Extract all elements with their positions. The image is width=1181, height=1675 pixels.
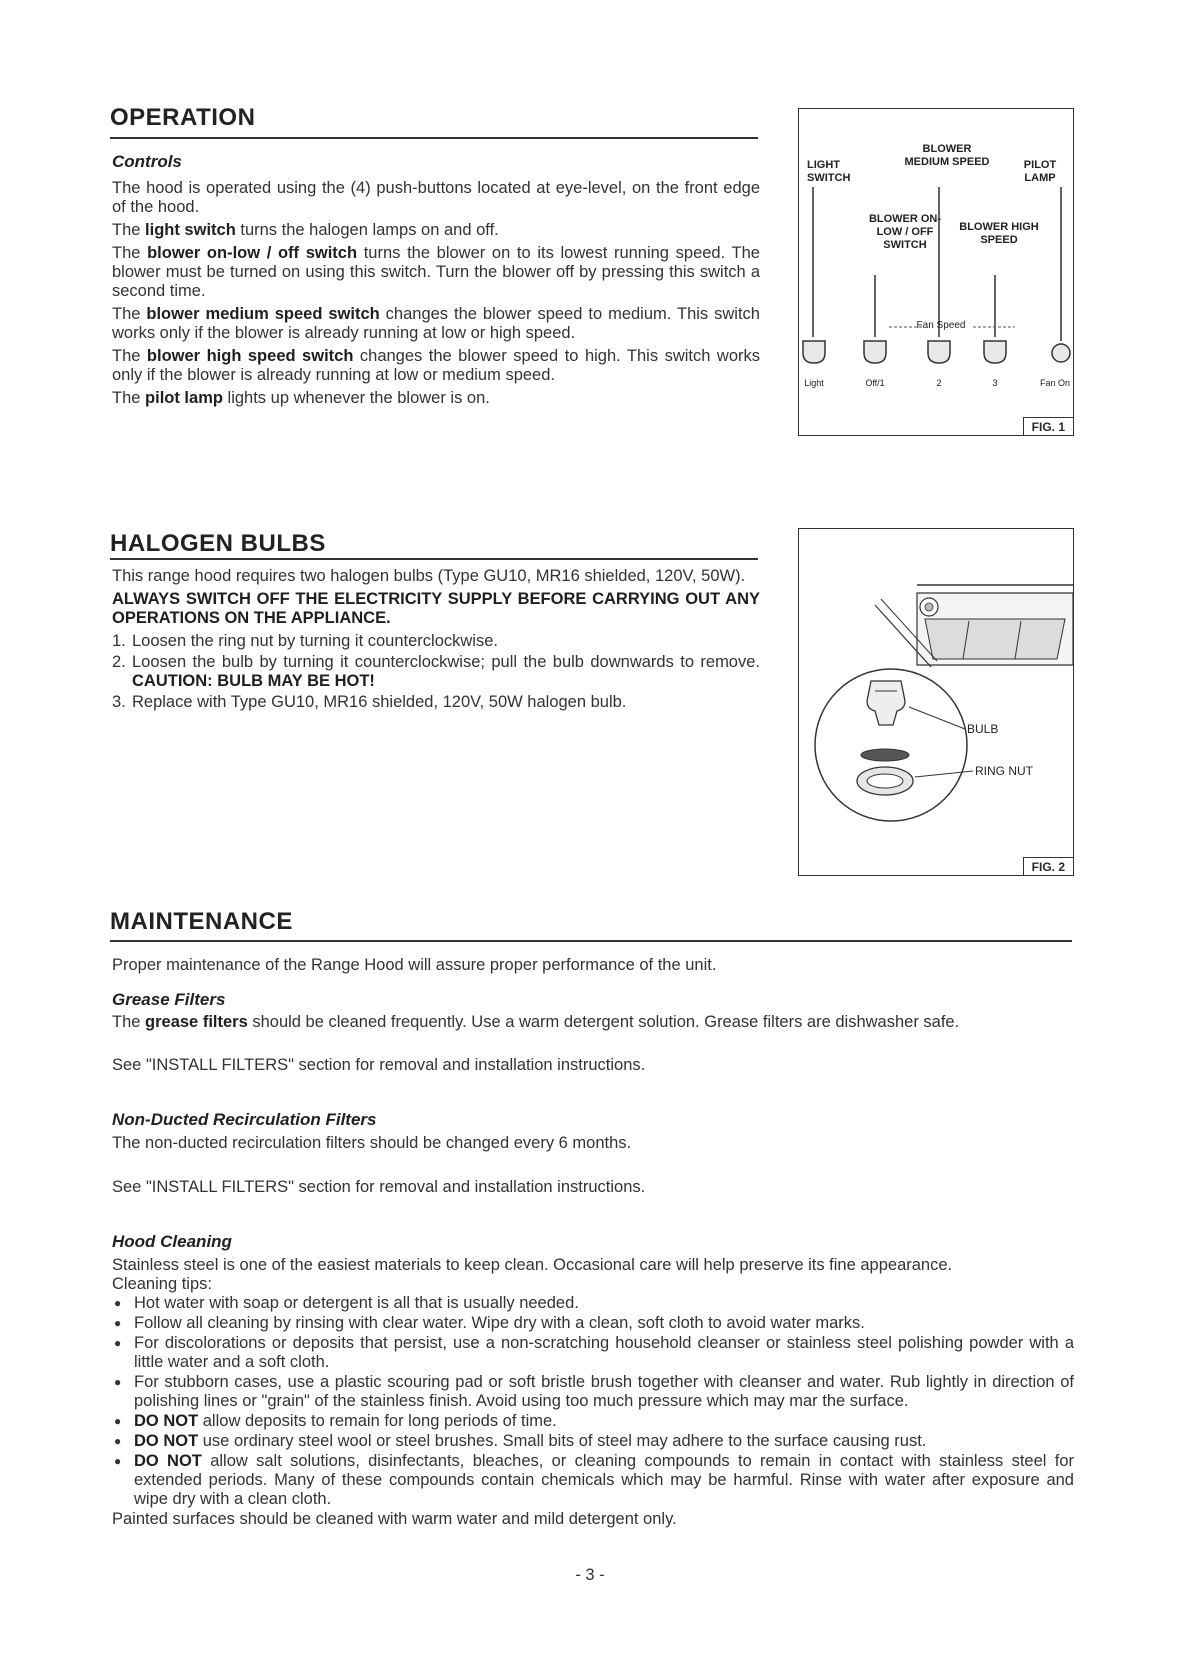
panel-label-2: 2 <box>936 378 942 388</box>
halogen-intro: This range hood requires two halogen bulbs (Type GU10, MR16 shielded, 120V, 50W). <box>112 567 746 585</box>
grease-filters-subheading: Grease Filters <box>112 990 226 1009</box>
panel-fan-speed-label: Fan Speed <box>916 320 966 331</box>
figure-2-bulb <box>798 528 1074 876</box>
halogen-section <box>112 567 760 714</box>
light-switch-para: The light switch turns the halogen lamps on and off. <box>112 221 499 239</box>
cleaning-tip: ● For stubborn cases, use a plastic scouring pad or soft bristle brush together with cleanser and water. Rub lightly in direction of polishing lines or "grain" of the stainless finish. Avoid using too much pressure which may mar the surface. <box>112 1373 1074 1411</box>
nonducted-para: The non-ducted recirculation filters should be changed every 6 months. <box>112 1134 632 1152</box>
controls-subheading: Controls <box>112 152 182 171</box>
panel-label-light: Light <box>804 378 824 388</box>
nonducted-see: See "INSTALL FILTERS" section for removal and installation instructions. <box>112 1178 646 1196</box>
label-light-switch: LIGHT SWITCH <box>807 159 851 184</box>
cleaning-tip: ● DO NOT allow salt solutions, disinfectants, bleaches, or cleaning compounds to remain in contact with stainless steel for extended periods. Many of these compounds contain chemicals which may be harmful. Rinse with water after exposure and wipe dry with a clean cloth. <box>112 1452 1074 1509</box>
panel-label-fan-on: Fan On <box>1039 378 1070 388</box>
halogen-heading: HALOGEN BULBS <box>110 530 326 557</box>
panel-label-off1: Off/1 <box>865 378 885 388</box>
operation-section <box>112 152 760 412</box>
fig-2-tag: FIG. 2 <box>1023 857 1074 876</box>
page-number: - 3 - <box>575 1566 605 1584</box>
hood-cleaning-subheading: Hood Cleaning <box>112 1232 232 1251</box>
label-blower-medium: BLOWER MEDIUM SPEED <box>904 143 990 168</box>
label-blower-high: BLOWER HIGH SPEED <box>959 221 1039 246</box>
cleaning-tips-list <box>112 1294 1074 1509</box>
cleaning-tip: ● DO NOT allow deposits to remain for long periods of time. <box>112 1412 1074 1431</box>
maintenance-intro: Proper maintenance of the Range Hood will assure proper performance of the unit. <box>112 956 717 974</box>
halogen-step: 2. Loosen the bulb by turning it counterclockwise; pull the bulb downwards to remove. CAUTION: BULB MAY BE HOT! <box>112 653 760 690</box>
label-pilot-lamp: PILOT LAMP <box>1023 159 1057 184</box>
halogen-warning: ALWAYS SWITCH OFF THE ELECTRICITY SUPPLY BEFORE CARRYING OUT ANY OPERATIONS ON THE APPLIANCE. <box>112 590 760 627</box>
halogen-step: 1. Loosen the ring nut by turning it counterclockwise. <box>112 632 498 650</box>
hood-cleaning-section <box>112 1256 1074 1529</box>
panel-label-3: 3 <box>992 378 998 388</box>
cleaning-tip: ● Follow all cleaning by rinsing with clear water. Wipe dry with a clean, soft cloth to avoid water marks. <box>112 1314 1074 1333</box>
pilot-lamp-para: The pilot lamp lights up whenever the blower is on. <box>112 389 490 407</box>
maintenance-heading: MAINTENANCE <box>110 908 293 935</box>
cleaning-tip: ● For discolorations or deposits that persist, use a non-scratching household cleanser or stainless steel polishing powder with a little water and a soft cloth. <box>112 1334 1074 1372</box>
cleaning-tip: ● Hot water with soap or detergent is all that is usually needed. <box>112 1294 1074 1313</box>
maintenance-rule <box>110 940 1072 942</box>
fig-1-tag: FIG. 1 <box>1023 417 1074 436</box>
painted-surfaces-note: Painted surfaces should be cleaned with warm water and mild detergent only. <box>112 1510 677 1528</box>
grease-filters-para: The grease filters should be cleaned frequently. Use a warm detergent solution. Grease filters are dishwasher safe. <box>112 1013 960 1031</box>
label-ring-nut: RING NUT <box>975 764 1033 778</box>
high-switch-para: The blower high speed switch changes the blower speed to high. This switch works only if the blower is already running at low or medium speed. <box>112 347 760 384</box>
grease-filters-see: See "INSTALL FILTERS" section for removal and installation instructions. <box>112 1056 646 1074</box>
label-blower-onlow: BLOWER ON-LOW / OFF SWITCH <box>868 213 942 251</box>
cleaning-tip: ● DO NOT use ordinary steel wool or steel brushes. Small bits of steel may adhere to the surface causing rust. <box>112 1432 1074 1451</box>
operation-intro: The hood is operated using the (4) push-buttons located at eye-level, on the front edge of the hood. <box>112 179 760 216</box>
halogen-steps <box>112 632 760 712</box>
cleaning-tips-label: Cleaning tips: <box>112 1275 212 1293</box>
operation-rule <box>110 137 758 139</box>
label-bulb: BULB <box>967 722 999 736</box>
halogen-step: 3. Replace with Type GU10, MR16 shielded, 120V, 50W halogen bulb. <box>112 693 627 711</box>
bulb-replacement-drawing <box>799 529 1073 875</box>
figure-1-control-panel <box>798 108 1074 436</box>
nonducted-subheading: Non-Ducted Recirculation Filters <box>112 1110 377 1129</box>
hood-cleaning-intro: Stainless steel is one of the easiest materials to keep clean. Occasional care will help preserve its fine appearance. <box>112 1256 953 1274</box>
operation-heading: OPERATION <box>110 104 256 131</box>
onlow-switch-para: The blower on-low / off switch turns the blower on to its lowest running speed. The blower must be turned on using this switch. Turn the blower off by pressing this switch a second time. <box>112 244 760 300</box>
medium-switch-para: The blower medium speed switch changes the blower speed to medium. This switch works only if the blower is already running at low or high speed. <box>112 305 760 342</box>
halogen-rule <box>110 558 758 560</box>
